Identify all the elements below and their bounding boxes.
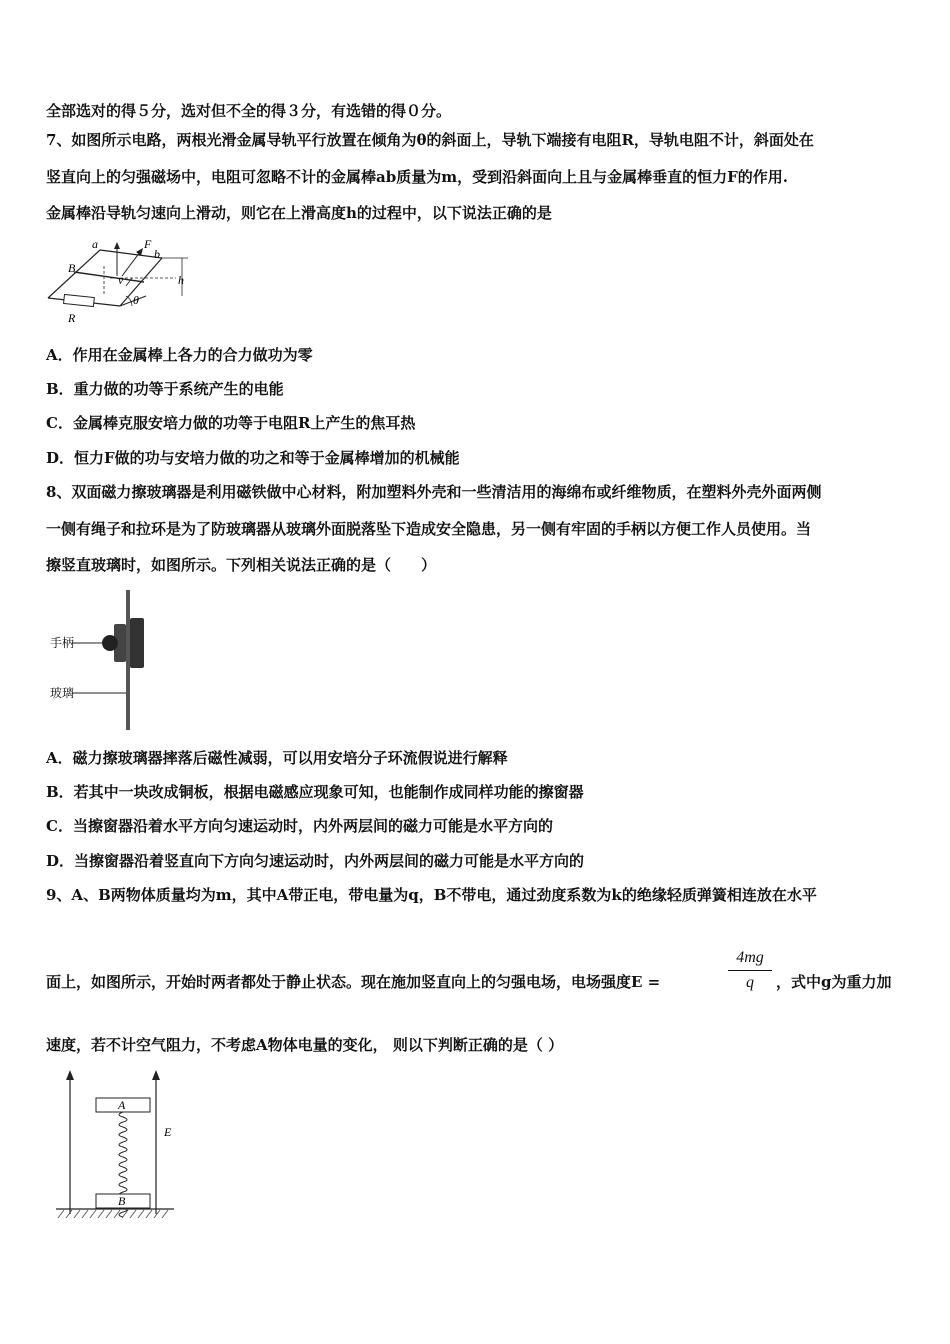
q8-line-2: 一侧有绳子和拉环是为了防玻璃器从玻璃外面脱落坠下造成安全隐患，另一侧有牢固的手柄以方便工作人员使用。当: [46, 520, 812, 538]
q7-label-theta: θ: [133, 293, 139, 307]
q9-line-1: 9、A、B两物体质量均为m，其中A带正电，带电量为q，B不带电，通过劲度系数为k的绝缘轻质弹簧相连放在水平: [46, 886, 817, 904]
q8-line-3: 擦竖直玻璃时，如图所示。下列相关说法正确的是（ ）: [46, 556, 437, 574]
q9-label-A: A: [118, 1098, 126, 1112]
q7-label-R: R: [68, 311, 76, 325]
q8-option-a: A．磁力擦玻璃器摔落后磁性减弱，可以用安培分子环流假说进行解释: [46, 749, 508, 767]
q8-label-handle: 手柄: [50, 636, 75, 650]
q8-option-b: B．若其中一块改成铜板，根据电磁感应现象可知，也能制作成同样功能的擦窗器: [46, 783, 584, 801]
q7-option-b: B．重力做的功等于系统产生的电能: [46, 380, 284, 398]
q9-fraction-numerator: 4mg: [736, 949, 764, 966]
q7-option-c: C．金属棒克服安培力做的功等于电阻R上产生的焦耳热: [46, 414, 416, 432]
q9-line-2-after: ，式中g为重力加: [776, 973, 892, 991]
q7-option-d: D．恒力F做的功与安培力做的功之和等于金属棒增加的机械能: [46, 449, 460, 467]
q9-fraction-denominator: q: [746, 974, 754, 991]
q7-option-a: A．作用在金属棒上各力的合力做功为零: [46, 346, 313, 364]
q7-label-F: F: [144, 237, 152, 251]
q7-label-b: b: [154, 247, 160, 261]
q7-line-3: 金属棒沿导轨匀速向上滑动，则它在上滑高度h的过程中，以下说法正确的是: [46, 204, 552, 222]
q7-label-B: B: [68, 261, 76, 275]
q8-option-d: D．当擦窗器沿着竖直向下方向匀速运动时，内外两层间的磁力可能是水平方向的: [46, 852, 585, 870]
q7-label-a: a: [92, 237, 98, 251]
q7-label-h: h: [178, 273, 184, 287]
q9-label-B: B: [118, 1194, 126, 1208]
q8-line-1: 8、双面磁力擦玻璃器是利用磁铁做中心材料，附加塑料外壳和一些清洁用的海绵布或纤维物质，在塑料外壳外面两侧: [46, 483, 822, 501]
q7-figure-inclined-rails: [40, 236, 200, 328]
q7-label-v: v: [118, 273, 124, 287]
intro-text: 全部选对的得５分，选对但不全的得３分，有选错的得０分。: [46, 102, 452, 120]
q9-fraction: [728, 948, 772, 993]
q9-label-E: E: [164, 1125, 172, 1139]
q7-line-1: 7、如图所示电路，两根光滑金属导轨平行放置在倾角为θ的斜面上，导轨下端接有电阻R，导轨电阻不计，斜面处在: [46, 131, 814, 149]
q8-label-glass: 玻璃: [50, 686, 75, 700]
q8-option-c: C．当擦窗器沿着水平方向匀速运动时，内外两层间的磁力可能是水平方向的: [46, 817, 553, 835]
q9-line-2-before: 面上，如图所示，开始时两者都处于静止状态。现在施加竖直向上的匀强电场，电场强度E =: [46, 973, 661, 991]
q9-figure-spring-blocks: [50, 1068, 190, 1228]
q7-line-2: 竖直向上的匀强磁场中，电阻可忽略不计的金属棒ab质量为m，受到沿斜面向上且与金属棒垂直的恒力F的作用.: [46, 168, 788, 186]
q9-line-3: 速度，若不计空气阻力，不考虑A物体电量的变化， 则以下判断正确的是（ ）: [46, 1036, 564, 1054]
q8-figure-window-cleaner: [48, 588, 158, 734]
